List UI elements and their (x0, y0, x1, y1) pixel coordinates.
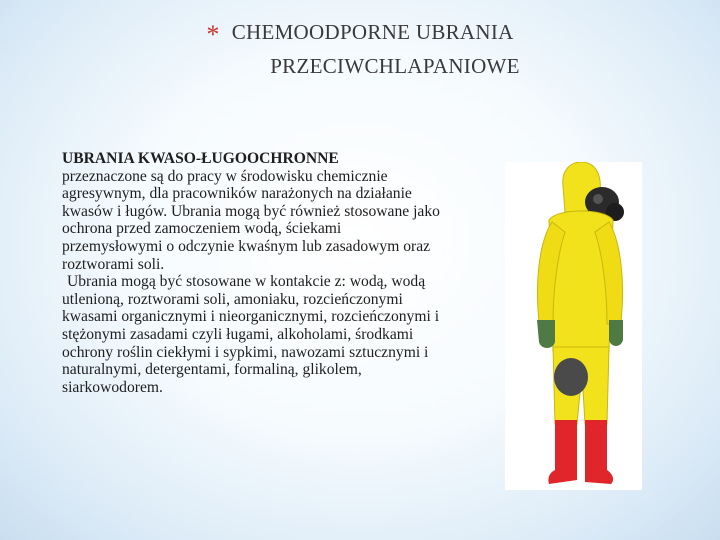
section-heading: UBRANIA KWASO-ŁUGOOCHRONNE (62, 150, 339, 167)
protective-suit-icon (505, 162, 642, 490)
title-line-2: PRZECIWCHLAPANIOWE (270, 54, 520, 78)
body-text (62, 150, 442, 396)
paragraph-1: przeznaczone są do pracy w środowisku chemicznie agresywnym, dla pracowników narażonych na działanie kwasów i ługów. Ubrania mogą być również stosowane jako ochrona przed zamoczeniem wodą, ściekami przemysłowymi o odczynie kwaśnym lub zasadowym oraz roztworami soli. (62, 167, 440, 273)
bullet-star-icon: * (206, 20, 220, 49)
protective-suit-photo (505, 162, 642, 490)
slide-title (0, 14, 720, 83)
paragraph-2: Ubrania mogą być stosowane w kontakcie z: wodą, wodą utlenioną, roztworami soli, amoniaku, rozcieńczonymi kwasami organicznymi i nieorganicznymi, rozcieńczonymi i stężonymi zasadami czyli ługami, alkoholami, środkami ochrony roślin ciekłymi i sypkimi, nawozami sztucznymi i naturalnymi, detergentami, formaliną, glikolem, siarkowodorem. (62, 273, 440, 396)
title-line-1: * CHEMOODPORNE UBRANIA (206, 20, 514, 49)
